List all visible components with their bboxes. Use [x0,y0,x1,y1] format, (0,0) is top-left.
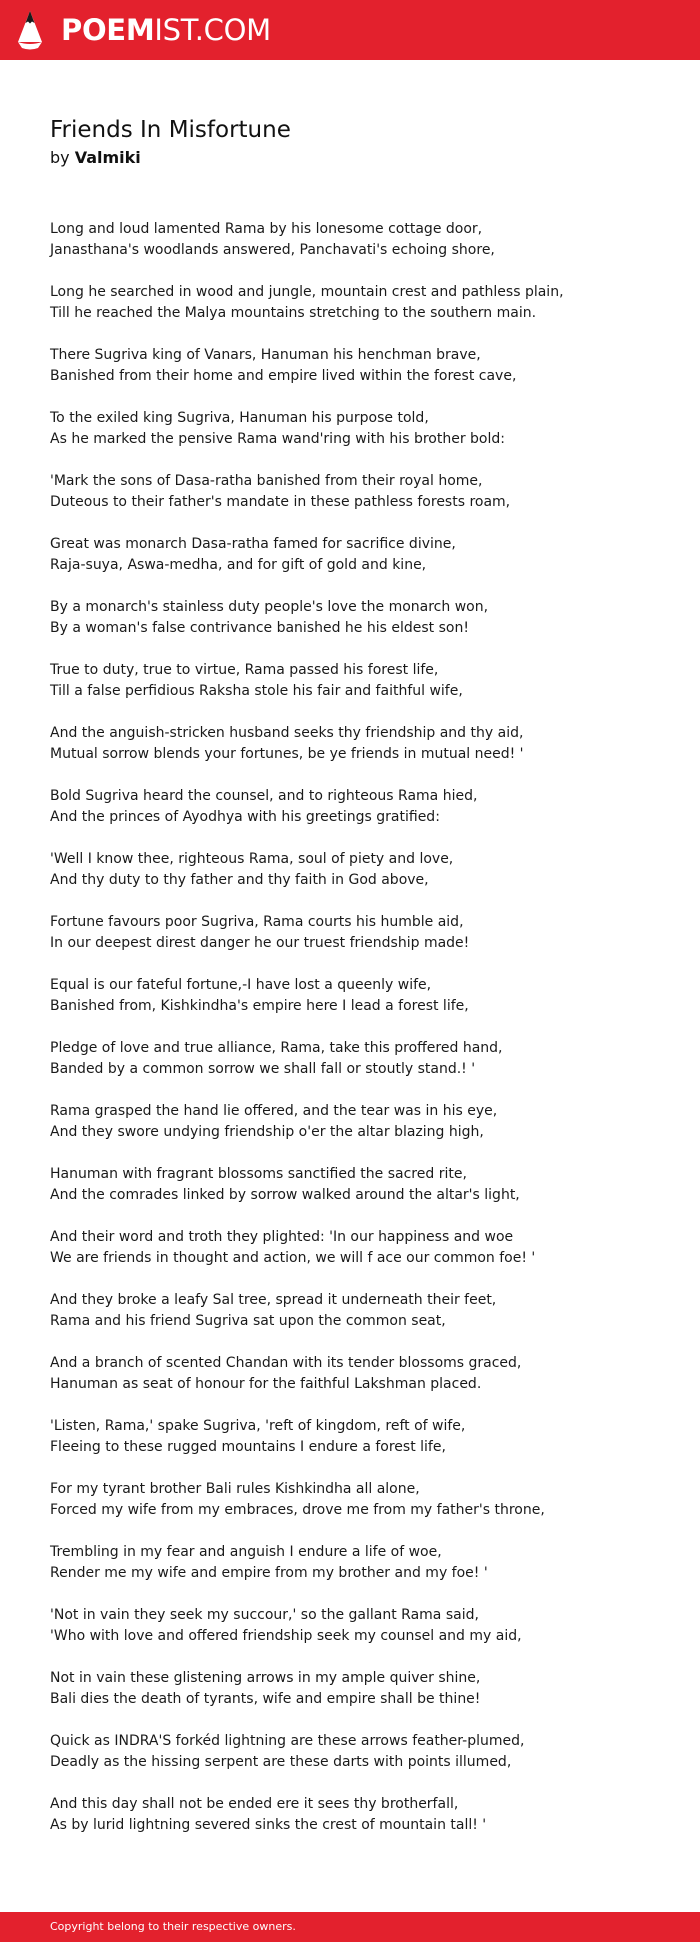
poem-stanza [50,1605,670,1647]
poem-line: Duteous to their father's mandate in these pathless forests roam, [50,494,511,510]
poem-line: And they broke a leafy Sal tree, spread it underneath their feet, [50,1292,497,1308]
poem-stanza [50,660,670,702]
poem-line: Till he reached the Malya mountains stretching to the southern main. [50,305,537,321]
poem-line: Bold Sugriva heard the counsel, and to righteous Rama hied, [50,788,478,804]
poem-line: In our deepest direst danger he our truest friendship made! [50,935,470,951]
poem-stanza [50,975,670,1017]
poem-stanza [50,1542,670,1584]
poem-line: Fortune favours poor Sugriva, Rama courts his humble aid, [50,914,464,930]
poem-line: And a branch of scented Chandan with its tender blossoms graced, [50,1355,522,1371]
poem-stanza [50,1038,670,1080]
poem-stanza [50,1794,670,1836]
poem-line: By a monarch's stainless duty people's love the monarch won, [50,599,489,615]
poem-stanza [50,1416,670,1458]
poem-line: Render me my wife and empire from my brother and my foe! ' [50,1565,488,1581]
poem-line: As by lurid lightning severed sinks the crest of mountain tall! ' [50,1817,487,1833]
poem-line: And the comrades linked by sorrow walked around the altar's light, [50,1187,520,1203]
poem-line: As he marked the pensive Rama wand'ring with his brother bold: [50,431,505,447]
site-logo-link[interactable] [61,12,271,48]
poem-stanza [50,1353,670,1395]
poem-line: For my tyrant brother Bali rules Kishkindha all alone, [50,1481,420,1497]
poem-line: And the anguish-stricken husband seeks thy friendship and thy aid, [50,725,524,741]
poem-line: Mutual sorrow blends your fortunes, be ye friends in mutual need! ' [50,746,524,762]
site-header [0,0,700,60]
poem-line: And they swore undying friendship o'er the altar blazing high, [50,1124,484,1140]
poem-line: And the princes of Ayodhya with his greetings gratified: [50,809,440,825]
poem-body [50,219,670,1857]
poem-line: Hanuman with fragrant blossoms sanctified the sacred rite, [50,1166,467,1182]
poem-stanza [50,597,670,639]
poem-line: Rama grasped the hand lie offered, and the tear was in his eye, [50,1103,498,1119]
poem-line: Not in vain these glistening arrows in my ample quiver shine, [50,1670,481,1686]
poem-stanza [50,1101,670,1143]
poem-line: Banded by a common sorrow we shall fall or stoutly stand.! ' [50,1061,476,1077]
poem-line: 'Listen, Rama,' spake Sugriva, 'reft of kingdom, reft of wife, [50,1418,466,1434]
poem-line: Raja-suya, Aswa-medha, and for gift of gold and kine, [50,557,427,573]
by-label: by [50,148,70,167]
poem-stanza [50,471,670,513]
poem-line: And this day shall not be ended ere it sees thy brotherfall, [50,1796,459,1812]
poem-byline [50,147,141,169]
poem-line: Bali dies the death of tyrants, wife and empire shall be thine! [50,1691,481,1707]
poem-line: Long he searched in wood and jungle, mountain crest and pathless plain, [50,284,564,300]
poem-line: Pledge of love and true alliance, Rama, take this proffered hand, [50,1040,503,1056]
poem-line: Forced my wife from my embraces, drove me from my father's throne, [50,1502,545,1518]
poem-line: Hanuman as seat of honour for the faithful Lakshman placed. [50,1376,482,1392]
poem-line: Fleeing to these rugged mountains I endure a forest life, [50,1439,446,1455]
logo-text-bold: POEM [61,13,155,47]
site-footer [0,1912,700,1942]
poem-line: Trembling in my fear and anguish I endure a life of woe, [50,1544,442,1560]
poem-stanza [50,723,670,765]
poem-line: True to duty, true to virtue, Rama passed his forest life, [50,662,439,678]
author-link[interactable]: Valmiki [74,148,141,167]
poem-stanza [50,282,670,324]
copyright-text: Copyright belong to their respective owners. [50,1920,296,1933]
poem-line: By a woman's false contrivance banished he his eldest son! [50,620,469,636]
poem-line: There Sugriva king of Vanars, Hanuman his henchman brave, [50,347,481,363]
poem-line: Great was monarch Dasa-ratha famed for sacrifice divine, [50,536,456,552]
poem-line: 'Well I know thee, righteous Rama, soul of piety and love, [50,851,454,867]
poem-line: Deadly as the hissing serpent are these darts with points illumed, [50,1754,512,1770]
poem-line: Banished from their home and empire lived within the forest cave, [50,368,517,384]
poem-stanza [50,912,670,954]
logo-text-light: IST.COM [154,13,271,47]
poem-title: Friends In Misfortune [50,117,291,143]
poem-line: We are friends in thought and action, we will f ace our common foe! ' [50,1250,536,1266]
poem-line: Till a false perfidious Raksha stole his fair and faithful wife, [50,683,463,699]
poem-line: To the exiled king Sugriva, Hanuman his purpose told, [50,410,429,426]
poem-stanza [50,345,670,387]
poem-line: Quick as INDRA'S forkéd lightning are these arrows feather-plumed, [50,1733,525,1749]
poem-line: 'Not in vain they seek my succour,' so the gallant Rama said, [50,1607,479,1623]
poem-line: Long and loud lamented Rama by his lonesome cottage door, [50,221,483,237]
poem-stanza [50,1164,670,1206]
poem-stanza [50,1290,670,1332]
poem-stanza [50,1668,670,1710]
poem-line: Equal is our fateful fortune,-I have lost a queenly wife, [50,977,432,993]
poem-stanza [50,786,670,828]
poem-line: And their word and troth they plighted: 'In our happiness and woe [50,1229,514,1245]
poem-line: Rama and his friend Sugriva sat upon the common seat, [50,1313,446,1329]
poem-line: 'Mark the sons of Dasa-ratha banished from their royal home, [50,473,483,489]
poem-stanza [50,849,670,891]
poem-stanza [50,1227,670,1269]
poem-stanza [50,1731,670,1773]
poem-stanza [50,1479,670,1521]
poem-line: Janasthana's woodlands answered, Panchavati's echoing shore, [50,242,495,258]
poemist-logo-icon[interactable] [18,11,42,50]
poem-stanza [50,408,670,450]
poem-line: And thy duty to thy father and thy faith in God above, [50,872,429,888]
poem-stanza [50,219,670,261]
poem-line: 'Who with love and offered friendship seek my counsel and my aid, [50,1628,522,1644]
poem-stanza [50,534,670,576]
poem-line: Banished from, Kishkindha's empire here I lead a forest life, [50,998,469,1014]
